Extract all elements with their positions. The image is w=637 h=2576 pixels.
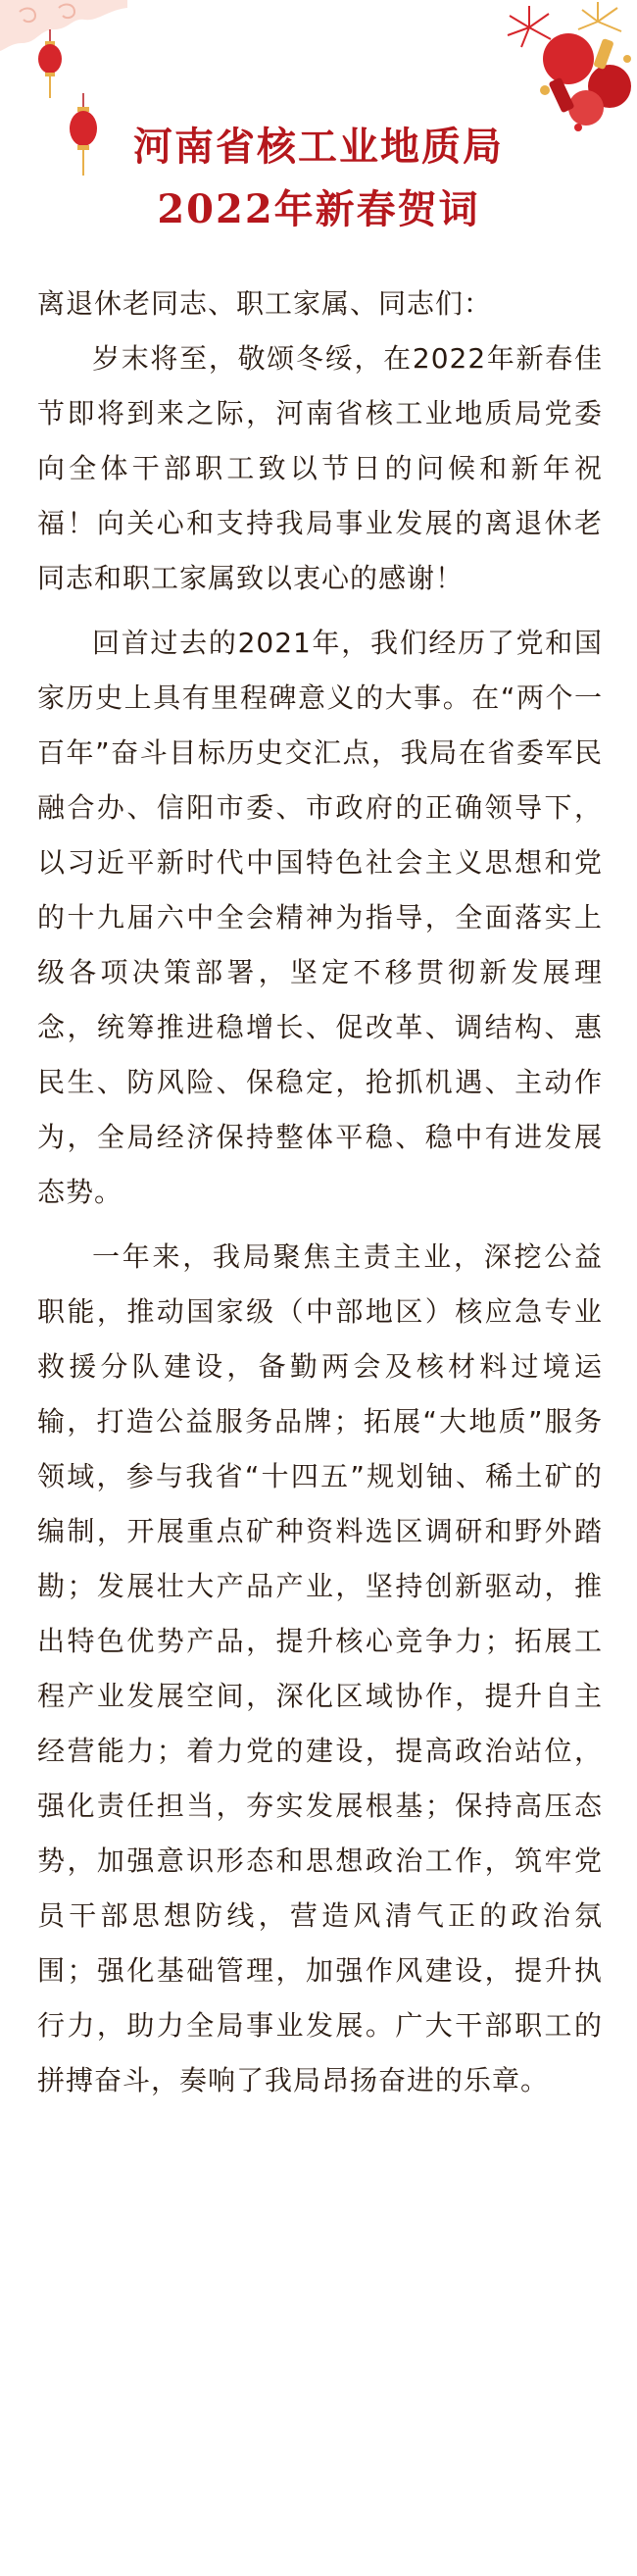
greeting-body xyxy=(37,277,603,2108)
salutation: 离退休老同志、职工家属、同志们： xyxy=(37,287,493,320)
paragraph-3: 一年来，我局聚焦主责主业，深挖公益职能，推动国家级（中部地区）核应急专业救援分队建设，备勤两会及核材料过境运输，打造公益服务品牌；拓展“大地质”服务领域，参与我省“十四五”规划铀、稀土矿的编制，开展重点矿种资料选区调研和野外踏勘；发展壮大产品产业，坚持创新驱动，推出特色优势产品，提升核心竞争力；拓展工程产业发展空间，深化区域协作，提升自主经营能力；着力党的建设，提高政治站位，强化责任担当，夯实发展根基；保持高压态势，加强意识形态和思想政治工作，筑牢党员干部思想防线，营造风清气正的政治氛围；强化基础管理，加强作风建设，提升执行力，助力全局事业发展。广大干部职工的拼搏奋斗，奏响了我局昂扬奋进的乐章。 xyxy=(37,1240,603,2096)
red-lantern-icon xyxy=(37,29,63,100)
title-line-1: 河南省核工业地质局 xyxy=(133,124,504,170)
paragraph-2: 回首过去的2021年，我们经历了党和国家历史上具有里程碑意义的大事。在“两个一百年”奋斗目标历史交汇点，我局在省委军民融合办、信阳市委、市政府的正确领导下，以习近平新时代中国特色社会主义思想和党的十九届六中全会精神为指导，全面落实上级各项决策部署，坚定不移贯彻新发展理念，统筹推进稳增长、促改革、调结构、惠民生、防风险、保稳定，抢抓机遇、主动作为，全局经济保持整体平稳、稳中有进发展态势。 xyxy=(37,627,603,1208)
title-line-2: 2022年新春贺词 xyxy=(157,186,480,232)
paragraph-1: 岁末将至，敬颂冬绥，在2022年新春佳节即将到来之际，河南省核工业地质局党委向全体干部职工致以节日的问候和新年祝福！向关心和支持我局事业发展的离退休老同志和职工家属致以衷心的感谢！ xyxy=(37,342,603,594)
page-title xyxy=(0,116,637,241)
cloud-pattern-icon xyxy=(0,0,127,59)
